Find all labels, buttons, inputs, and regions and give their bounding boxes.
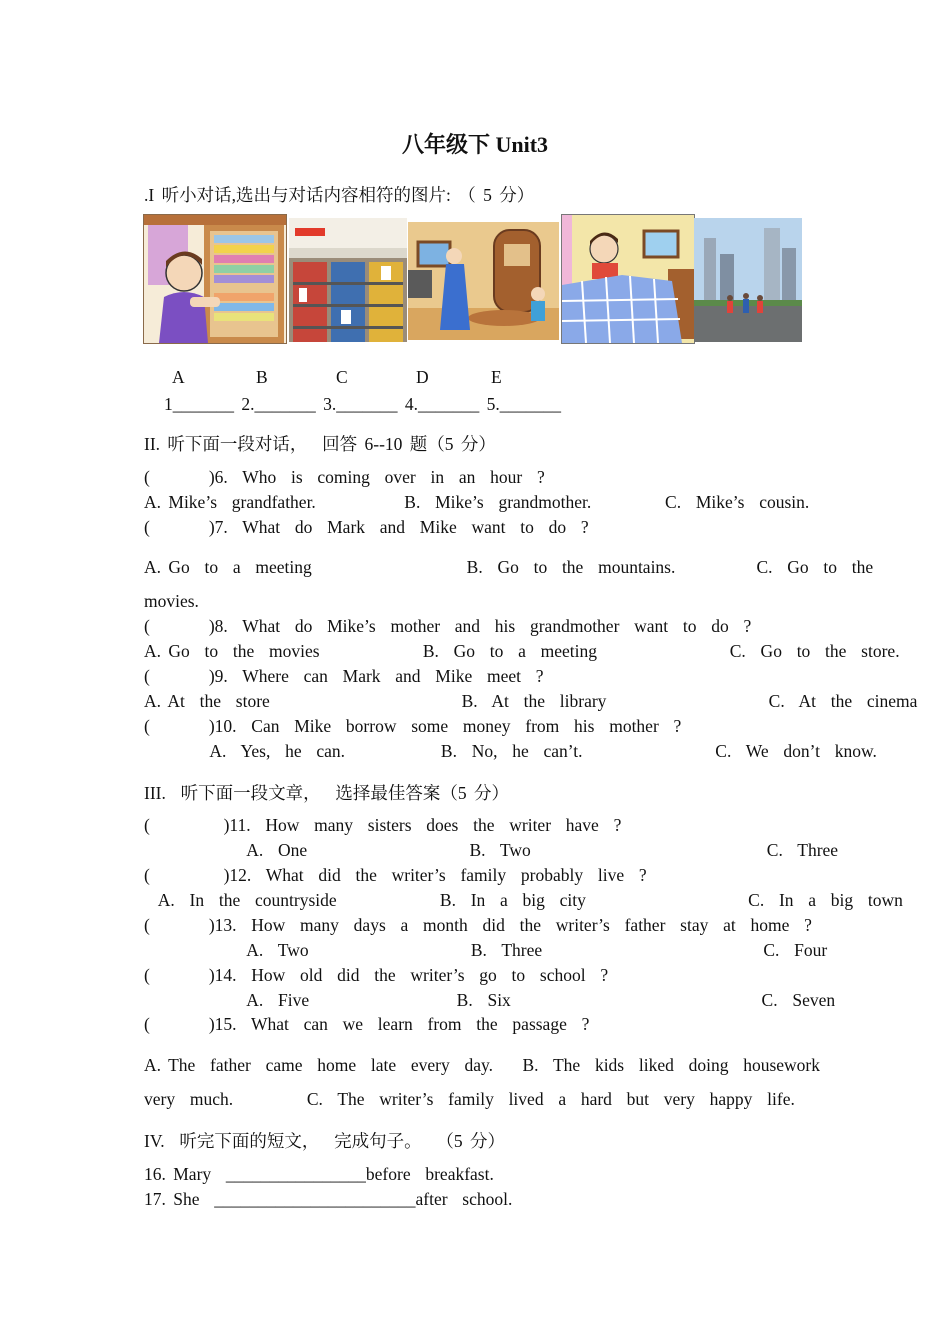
sentence-17: 17. She _______________________after school. bbox=[144, 1189, 513, 1209]
picture-label-a: A bbox=[172, 367, 185, 387]
picture-label-c: C bbox=[336, 367, 348, 387]
question-10-options: A. Yes, he can. B. No, he can’t. C. We don’t know. bbox=[144, 741, 877, 761]
question-13: ( )13. How many days a month did the writer’s father stay at home ? bbox=[144, 915, 812, 935]
question-7-options: A. Go to a meeting B. Go to the mountains. C. Go to the bbox=[144, 557, 874, 577]
question-15: ( )15. What can we learn from the passage ? bbox=[144, 1014, 590, 1034]
picture-label-e: E bbox=[491, 367, 502, 387]
question-11: ( )11. How many sisters does the writer have ? bbox=[144, 815, 622, 835]
boy-making-bed-picture bbox=[561, 214, 695, 344]
section-3-heading: III. 听下面一段文章， 选择最佳答案（5 分） bbox=[144, 783, 509, 803]
page-title: 八年级下 Unit3 bbox=[401, 132, 549, 157]
answer-blanks-1-5: 1_______ 2._______ 3._______ 4._______ 5._______ bbox=[164, 394, 561, 414]
question-15-options: A. The father came home late every day. B. The kids liked doing housework bbox=[144, 1055, 821, 1075]
question-6: ( )6. Who is coming over in an hour ? bbox=[144, 467, 545, 487]
question-8-options: A. Go to the movies B. Go to a meeting C. Go to the store. bbox=[144, 641, 900, 661]
section-4-heading: IV. 听完下面的短文， 完成句子。 （5 分） bbox=[144, 1131, 505, 1151]
sentence-16: 16. Mary ________________before breakfast. bbox=[144, 1164, 494, 1184]
question-9-options: A. At the store B. At the library C. At the cinema bbox=[144, 691, 918, 711]
question-6-options: A. Mike’s grandfather. B. Mike’s grandmother. C. Mike’s cousin. bbox=[144, 492, 810, 512]
picture-label-b: B bbox=[256, 367, 268, 387]
section-1-heading: .I 听小对话,选出与对话内容相符的图片: （ 5 分） bbox=[144, 185, 535, 205]
question-12: ( )12. What did the writer’s family probably live ? bbox=[144, 865, 647, 885]
question-7-options-continued: movies. bbox=[144, 591, 199, 611]
question-9: ( )9. Where can Mark and Mike meet ? bbox=[144, 666, 544, 686]
section-2-heading: II. 听下面一段对话， 回答 6--10 题（5 分） bbox=[144, 434, 496, 454]
question-10: ( )10. Can Mike borrow some money from his mother ? bbox=[144, 716, 682, 736]
boy-putting-clothes-in-wardrobe-picture bbox=[143, 214, 287, 344]
supermarket-shelves-photo bbox=[289, 218, 407, 342]
question-13-options: A. Two B. Three C. Four bbox=[144, 940, 828, 960]
question-11-options: A. One B. Two C. Three bbox=[144, 840, 839, 860]
picture-label-d: D bbox=[416, 367, 429, 387]
question-14: ( )14. How old did the writer’s go to school ? bbox=[144, 965, 609, 985]
question-12-options: A. In the countryside B. In a big city C. In a big town bbox=[144, 890, 903, 910]
people-jogging-in-city-photo bbox=[694, 218, 802, 342]
question-7: ( )7. What do Mark and Mike want to do ? bbox=[144, 517, 589, 537]
woman-and-child-in-living-room-picture bbox=[408, 222, 559, 340]
question-14-options: A. Five B. Six C. Seven bbox=[144, 990, 836, 1010]
question-8: ( )8. What do Mike’s mother and his grandmother want to do ? bbox=[144, 616, 752, 636]
question-15-options-continued: very much. C. The writer’s family lived a hard but very happy life. bbox=[144, 1089, 795, 1109]
